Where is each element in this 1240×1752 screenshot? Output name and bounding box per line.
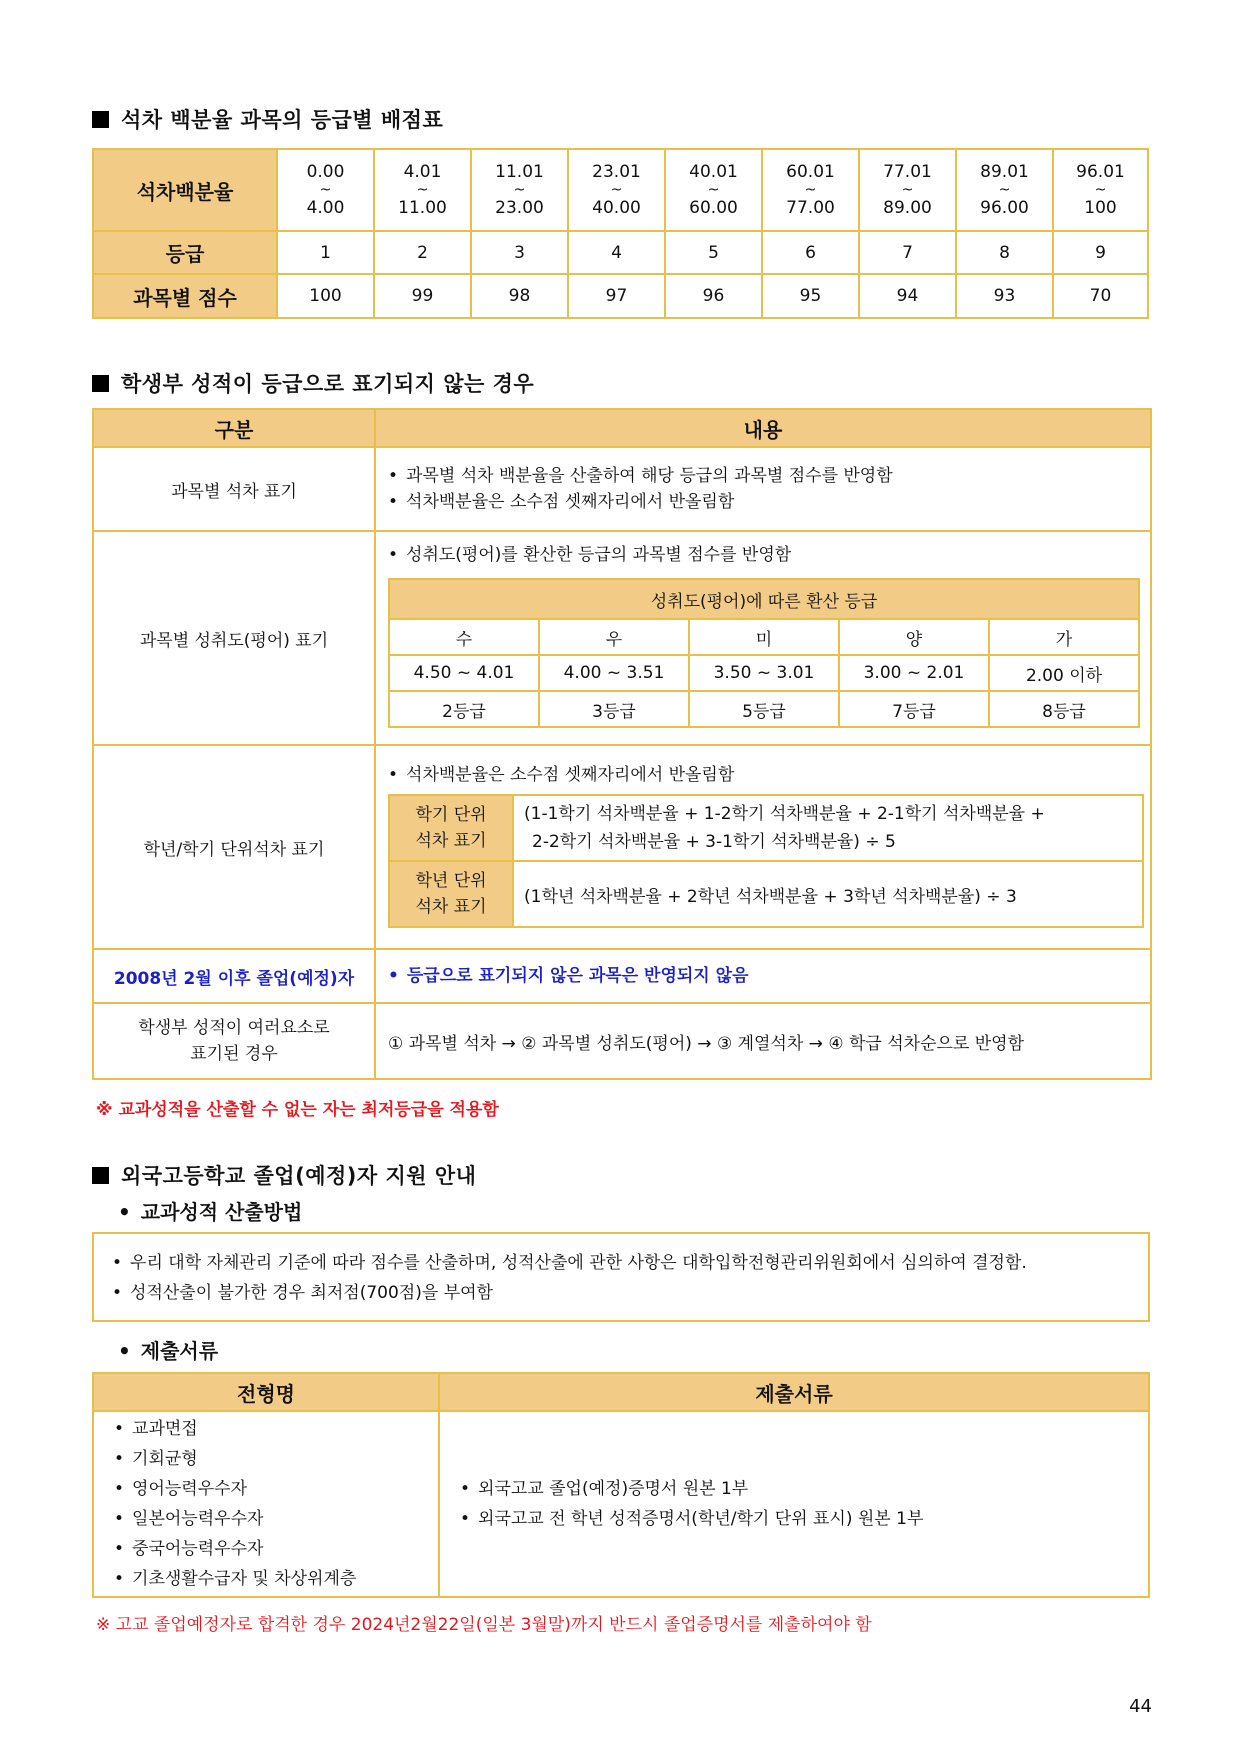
score-cell: 95	[762, 274, 859, 318]
documents-row	[93, 1411, 1149, 1597]
section3-heading	[92, 1160, 476, 1190]
grade-cell: 2	[374, 231, 471, 274]
lowest-grade-note: ※ 교과성적을 산출할 수 없는 자는 최저등급을 적용함	[96, 1100, 499, 1120]
section1-heading	[92, 104, 443, 134]
row-grad2008-label: 2008년 2월 이후 졸업(예정)자	[93, 949, 375, 1003]
list-item: • 성적산출이 불가한 경우 최저점(700점)을 부여함	[112, 1278, 1148, 1308]
grade-cell: 5	[665, 231, 762, 274]
section2-heading	[92, 368, 534, 398]
row-multi-label: 학생부 성적이 여러요소로 표기된 경우	[93, 1003, 375, 1079]
score-row-header: 과목별 점수	[93, 274, 277, 318]
score-row	[93, 274, 1148, 318]
square-bullet-icon	[92, 375, 109, 392]
level-row	[389, 619, 1139, 655]
percentile-cell: 11.01 ~ 23.00	[471, 149, 568, 231]
year-unit-label: 학년 단위 석차 표기	[389, 861, 513, 927]
list-item: • 외국고교 졸업(예정)증명서 원본 1부	[460, 1474, 1148, 1504]
row-grad2008	[93, 949, 1151, 1003]
admission-type-list	[93, 1411, 439, 1597]
score-cell: 98	[471, 274, 568, 318]
converted-grade-cell: 8등급	[989, 691, 1139, 727]
range-cell: 4.00 ~ 3.51	[539, 655, 689, 691]
score-cell: 70	[1053, 274, 1148, 318]
subheading-documents: • 제출서류	[118, 1335, 218, 1364]
list-item: • 기회균형	[114, 1444, 438, 1474]
header-category: 구분	[93, 409, 375, 447]
row-yearterm	[93, 745, 1151, 949]
score-cell: 99	[374, 274, 471, 318]
row-achievement	[93, 531, 1151, 745]
range-row	[389, 655, 1139, 691]
list-item: • 교과면접	[114, 1414, 438, 1444]
conversion-table-title: 성취도(평어)에 따른 환산 등급	[389, 579, 1139, 619]
grade-cell: 3	[471, 231, 568, 274]
list-item: • 기초생활수급자 및 차상위계층	[114, 1564, 438, 1594]
grade-score-table	[92, 148, 1149, 319]
grade-cell: 6	[762, 231, 859, 274]
converted-grade-cell: 5등급	[689, 691, 839, 727]
page-number: 44	[1129, 1696, 1152, 1717]
term-unit-label: 학기 단위 석차 표기	[389, 795, 513, 861]
grade-cell: 7	[859, 231, 956, 274]
list-item: • 등급으로 표기되지 않은 과목은 반영되지 않음	[388, 963, 1150, 989]
list-item: • 중국어능력우수자	[114, 1534, 438, 1564]
converted-grade-cell: 7등급	[839, 691, 989, 727]
percentile-cell: 40.01 ~ 60.00	[665, 149, 762, 231]
list-item: • 일본어능력우수자	[114, 1504, 438, 1534]
row-rank	[93, 447, 1151, 531]
header-content: 내용	[375, 409, 1151, 447]
list-item: • 과목별 석차 백분율을 산출하여 해당 등급의 과목별 점수를 반영함	[388, 463, 1150, 489]
percentile-cell: 4.01 ~ 11.00	[374, 149, 471, 231]
percentile-cell: 0.00 ~ 4.00	[277, 149, 374, 231]
achievement-conversion-table	[388, 578, 1140, 728]
section1-title: 석차 백분율 과목의 등급별 배점표	[121, 108, 444, 132]
graduation-certificate-note: ※ 고교 졸업예정자로 합격한 경우 2024년2월22일(일본 3월말)까지 반드시 졸업증명서를 제출하여야 함	[96, 1615, 872, 1635]
level-cell: 우	[539, 619, 689, 655]
list-item: • 성취도(평어)를 환산한 등급의 과목별 점수를 반영함	[388, 542, 1150, 568]
row-multi	[93, 1003, 1151, 1079]
non-grade-table	[92, 408, 1152, 1080]
row-grad2008-content	[375, 949, 1151, 1003]
percentile-cell: 60.01 ~ 77.00	[762, 149, 859, 231]
score-cell: 96	[665, 274, 762, 318]
required-documents-list	[439, 1411, 1149, 1597]
converted-grade-cell: 3등급	[539, 691, 689, 727]
percentile-cell: 89.01 ~ 96.00	[956, 149, 1053, 231]
row-rank-label: 과목별 석차 표기	[93, 447, 375, 531]
grade-row	[93, 231, 1148, 274]
score-cell: 97	[568, 274, 665, 318]
yearterm-formula-table	[388, 794, 1144, 928]
grade-row-header: 등급	[93, 231, 277, 274]
range-cell: 3.50 ~ 3.01	[689, 655, 839, 691]
percentile-cell: 23.01 ~ 40.00	[568, 149, 665, 231]
list-item: • 석차백분율은 소수점 셋째자리에서 반올림함	[388, 762, 1150, 788]
list-item: • 우리 대학 자체관리 기준에 따라 점수를 산출하며, 성적산출에 관한 사항은 대학입학전형관리위원회에서 심의하여 결정함.	[112, 1248, 1148, 1278]
subheading-method: • 교과성적 산출방법	[118, 1196, 302, 1225]
list-item: • 외국고교 전 학년 성적증명서(학년/학기 단위 표시) 원본 1부	[460, 1504, 1148, 1534]
year-formula-row	[389, 861, 1143, 927]
row-yearterm-label: 학년/학기 단위석차 표기	[93, 745, 375, 949]
method-box	[92, 1232, 1150, 1322]
grade-cell: 4	[568, 231, 665, 274]
grade-cell: 1	[277, 231, 374, 274]
score-cell: 100	[277, 274, 374, 318]
row-achievement-content	[375, 531, 1151, 745]
documents-header-row	[93, 1373, 1149, 1411]
score-cell: 93	[956, 274, 1053, 318]
row-achievement-label: 과목별 성취도(평어) 표기	[93, 531, 375, 745]
percentile-cell: 96.01 ~ 100	[1053, 149, 1148, 231]
grade-cell: 9	[1053, 231, 1148, 274]
square-bullet-icon	[92, 111, 109, 128]
section2-title: 학생부 성적이 등급으로 표기되지 않는 경우	[121, 372, 535, 396]
grade-cell: 8	[956, 231, 1053, 274]
level-cell: 가	[989, 619, 1139, 655]
percentile-row	[93, 149, 1148, 231]
list-item: • 영어능력우수자	[114, 1474, 438, 1504]
square-bullet-icon	[92, 1167, 109, 1184]
section3-title: 외국고등학교 졸업(예정)자 지원 안내	[121, 1164, 477, 1188]
list-item: • 석차백분율은 소수점 셋째자리에서 반올림함	[388, 489, 1150, 515]
header-type: 전형명	[93, 1373, 439, 1411]
score-cell: 94	[859, 274, 956, 318]
row-multi-content: ① 과목별 석차 → ② 과목별 성취도(평어) → ③ 계열석차 → ④ 학급 석차순으로 반영함	[375, 1003, 1151, 1079]
term-formula: (1-1학기 석차백분율 + 1-2학기 석차백분율 + 2-1학기 석차백분율 + 2-2학기 석차백분율 + 3-1학기 석차백분율) ÷ 5	[513, 795, 1143, 861]
range-cell: 3.00 ~ 2.01	[839, 655, 989, 691]
percentile-row-header: 석차백분율	[93, 149, 277, 231]
year-formula: (1학년 석차백분율 + 2학년 석차백분율 + 3학년 석차백분율) ÷ 3	[513, 861, 1143, 927]
level-cell: 미	[689, 619, 839, 655]
term-formula-row	[389, 795, 1143, 861]
percentile-cell: 77.01 ~ 89.00	[859, 149, 956, 231]
converted-grade-row	[389, 691, 1139, 727]
row-yearterm-content	[375, 745, 1151, 949]
level-cell: 양	[839, 619, 989, 655]
table-header-row	[93, 409, 1151, 447]
documents-table	[92, 1372, 1150, 1598]
converted-grade-cell: 2등급	[389, 691, 539, 727]
range-cell: 4.50 ~ 4.01	[389, 655, 539, 691]
level-cell: 수	[389, 619, 539, 655]
header-documents: 제출서류	[439, 1373, 1149, 1411]
range-cell: 2.00 이하	[989, 655, 1139, 691]
row-rank-content	[375, 447, 1151, 531]
